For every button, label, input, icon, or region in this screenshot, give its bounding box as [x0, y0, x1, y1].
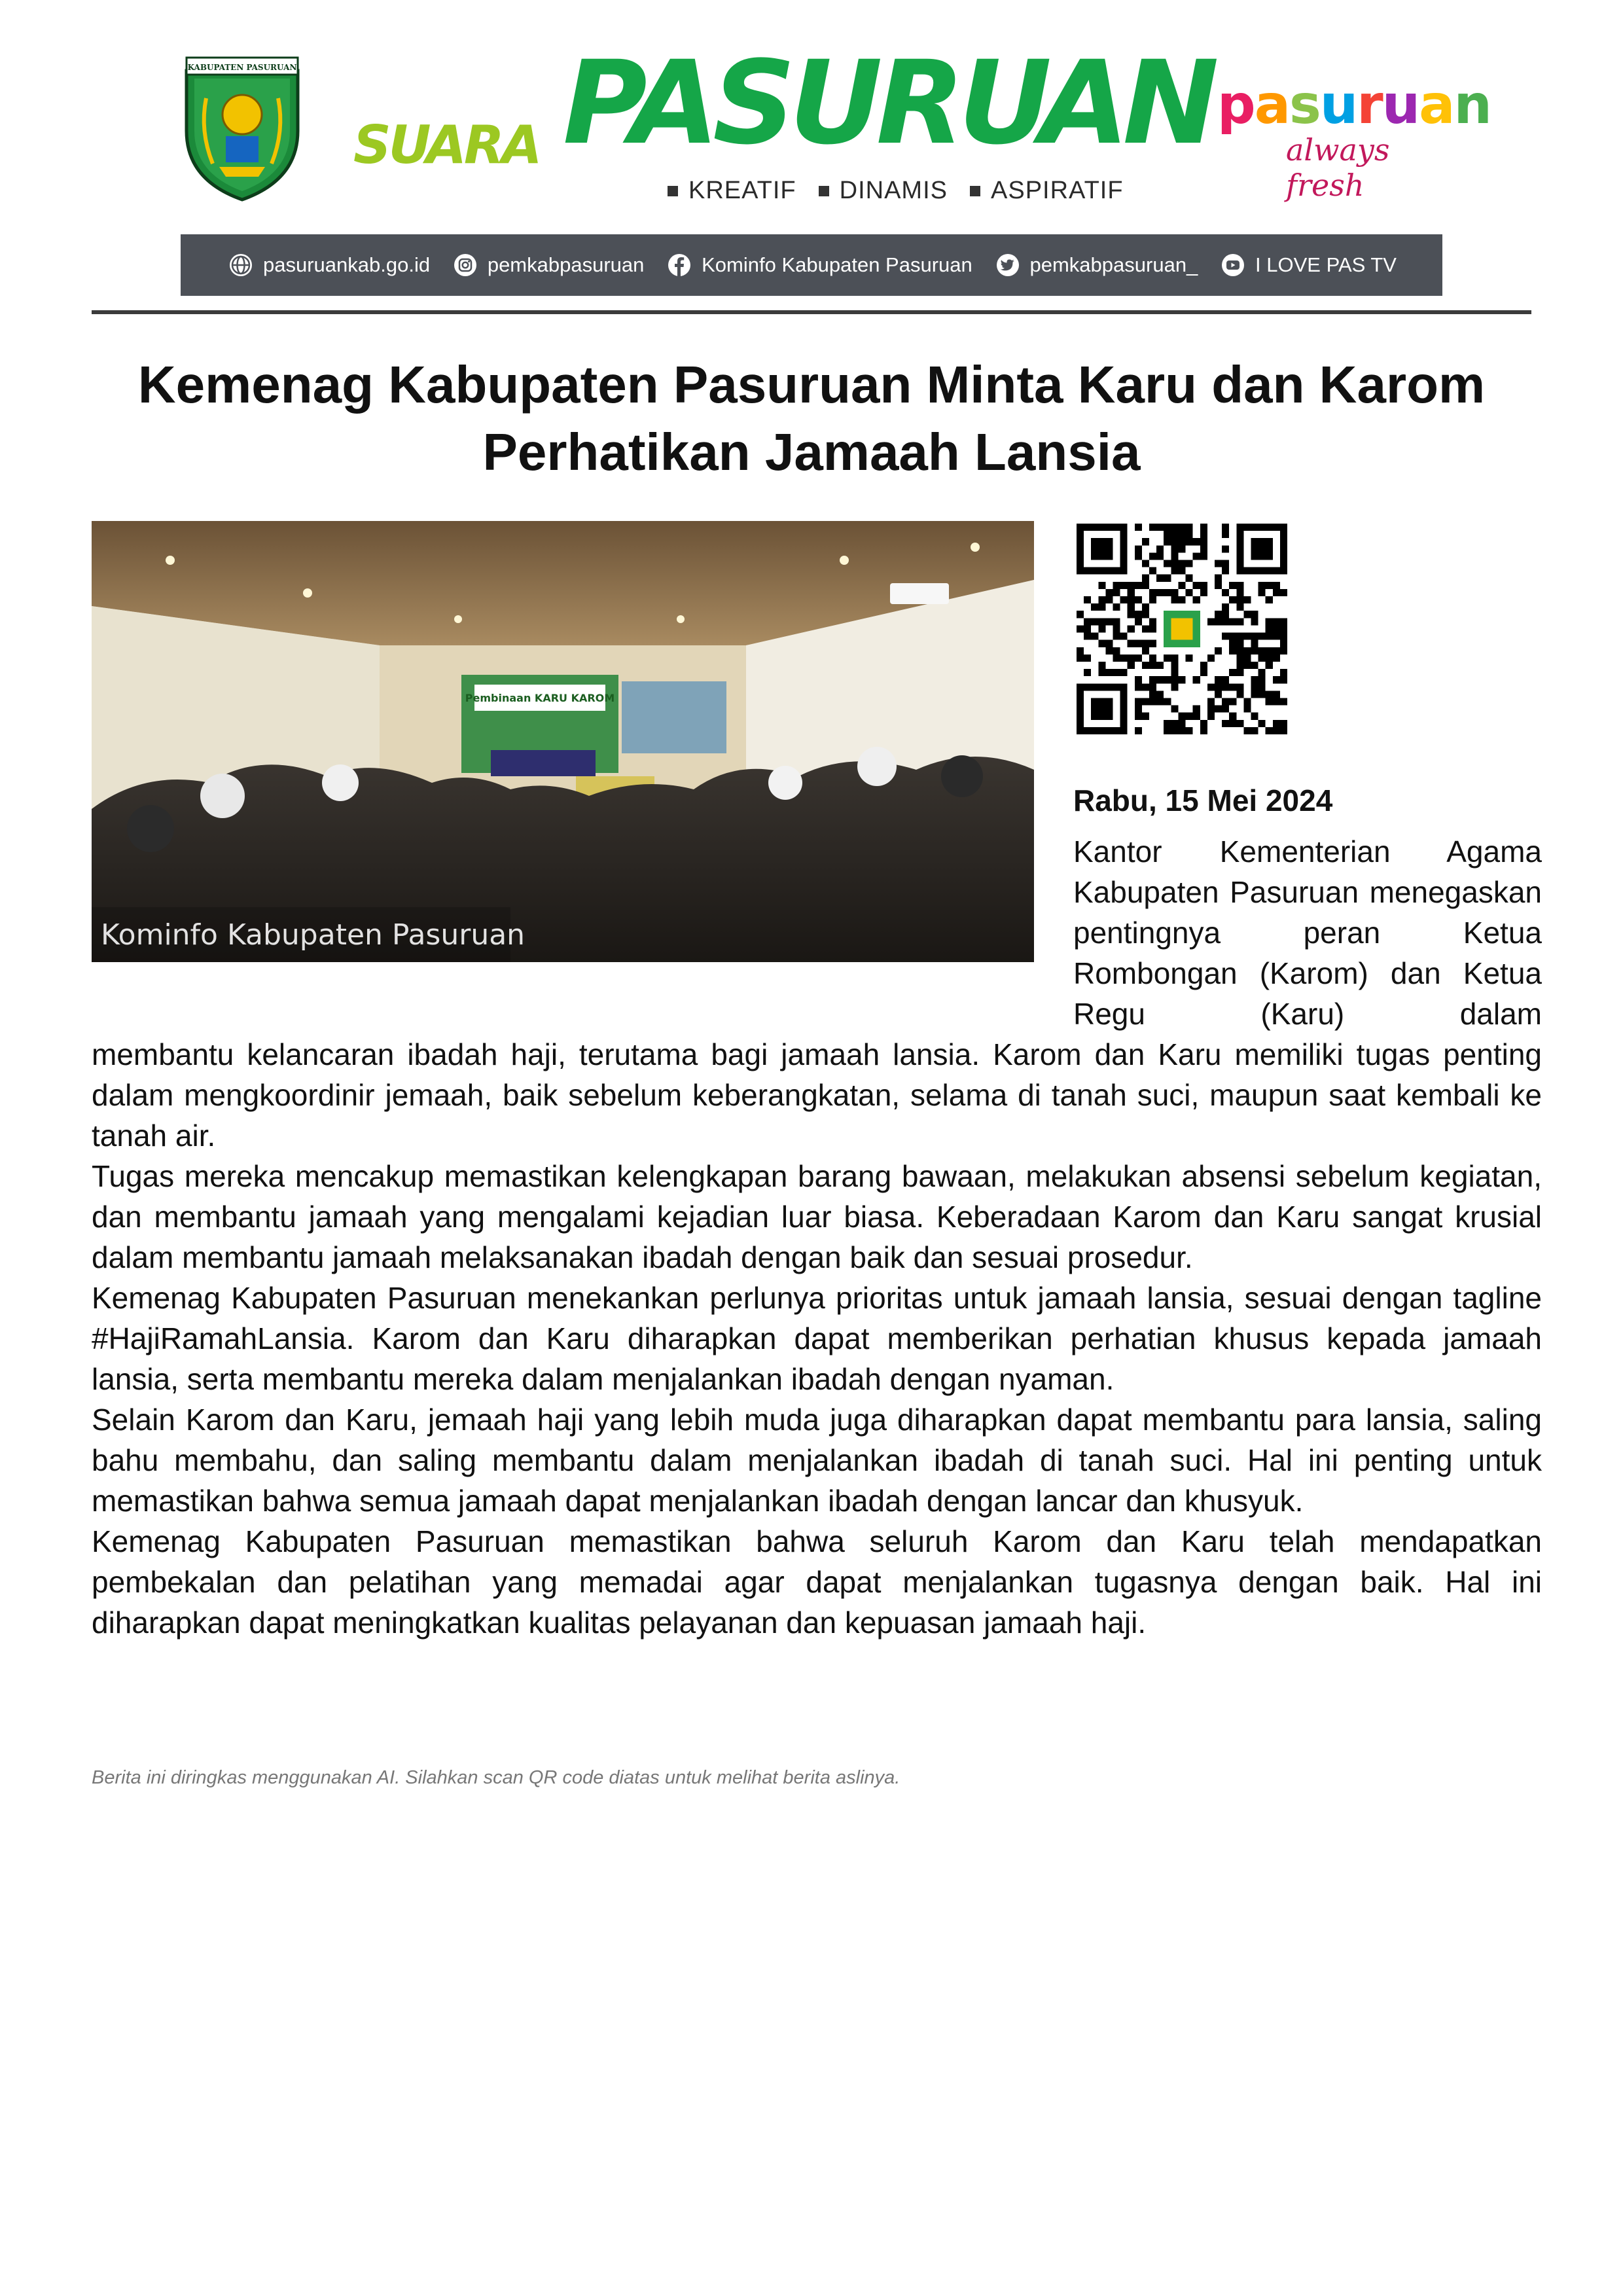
suara-pasuruan-logo	[347, 36, 1213, 209]
qr-code[interactable]	[1077, 524, 1287, 734]
facebook-icon	[666, 252, 692, 278]
tagline-item: DINAMIS	[819, 177, 948, 205]
crest-label: KABUPATEN PASURUAN	[187, 63, 297, 72]
regency-crest-logo	[180, 52, 304, 203]
social-label: Kominfo Kabupaten Pasuruan	[702, 253, 972, 276]
header-divider	[92, 310, 1531, 314]
social-label: pasuruankab.go.id	[263, 253, 431, 276]
promo-subtitle: always fresh	[1286, 132, 1390, 203]
youtube-icon	[1220, 252, 1246, 278]
tagline-item: ASPIRATIF	[970, 177, 1124, 205]
title-line-1: Kemenag Kabupaten Pasuruan Minta Karu dan Karom	[137, 355, 1486, 414]
ai-summary-note: Berita ini diringkas menggunakan AI. Silahkan scan QR code diatas untuk melihat berita aslinya.	[92, 1767, 901, 1788]
social-label: pemkabpasuruan	[487, 253, 645, 276]
social-link-twitter[interactable]	[995, 252, 1198, 278]
social-link-website[interactable]	[228, 252, 430, 278]
article-paragraph: Selain Karom dan Karu, jemaah haji yang lebih muda juga diharapkan dapat membantu para lansia, saling bahu membahu, dan saling membantu dalam menjalankan ibadah di tanah suci. Hal ini penting untuk memastikan bahwa semua jamaah dapat menjalankan ibadah dengan lancar dan khusyuk.	[92, 1403, 1542, 1518]
article-title	[92, 351, 1531, 486]
tagline-item: KREATIF	[668, 177, 796, 205]
article-lead: Kantor Kementerian Agama Kabupaten Pasuruan menegaskan pentingnya peran Ketua Rombongan (Karom) dan Ketua Regu (Karu) dalam	[1073, 834, 1542, 1031]
article-paragraph: Kemenag Kabupaten Pasuruan memastikan bahwa seluruh Karom dan Karu telah mendapatkan pembekalan dan pelatihan yang memadai agar dapat menjalankan tugasnya dengan baik. Hal ini diharapkan dapat meningkatkan kualitas pelayanan dan kepuasan jamaah haji.	[92, 1524, 1542, 1640]
photo-caption: Kominfo Kabupaten Pasuruan	[101, 918, 526, 952]
globe-icon	[228, 252, 254, 278]
article-photo	[92, 521, 1034, 962]
pasuruan-always-fresh-logo	[1217, 74, 1491, 203]
article-body	[92, 1034, 1542, 1643]
social-link-instagram[interactable]	[452, 252, 645, 278]
social-link-youtube[interactable]	[1220, 252, 1397, 278]
social-label: I LOVE PAS TV	[1255, 253, 1397, 276]
title-line-2: Perhatikan Jamaah Lansia	[482, 423, 1141, 481]
instagram-icon	[452, 252, 478, 278]
social-links-bar	[181, 234, 1442, 296]
promo-word: pasuruan	[1217, 74, 1491, 136]
twitter-icon	[995, 252, 1021, 278]
photo-banner: Pembinaan KARU KAROM	[465, 692, 615, 704]
article-paragraph: Kemenag Kabupaten Pasuruan menekankan perlunya prioritas untuk jamaah lansia, sesuai dengan tagline #HajiRamahLansia. Karom dan Karu diharapkan dapat memberikan perhatian khusus kepada jamaah lansia, serta membantu mereka dalam menjalankan ibadah dengan nyaman.	[92, 1281, 1542, 1396]
article-date: Rabu, 15 Mei 2024	[1073, 783, 1333, 817]
article-paragraph: membantu kelancaran ibadah haji, terutama bagi jamaah lansia. Karom dan Karu memiliki tugas penting dalam mengkoordinir jemaah, baik sebelum keberangkatan, selama di tanah suci, maupun saat kembali ke tanah air.	[92, 1037, 1542, 1153]
social-link-facebook[interactable]	[666, 252, 972, 278]
brand-name: PASURUAN	[563, 36, 1213, 170]
brand-taglines	[668, 177, 1124, 205]
article-paragraph: Tugas mereka mencakup memastikan kelengkapan barang bawaan, melakukan absensi sebelum kegiatan, dan membantu jamaah yang mengalami kejadian luar biasa. Keberadaan Karom dan Karu sangat krusial dalam membantu jamaah melaksanakan ibadah dengan baik dan sesuai prosedur.	[92, 1159, 1542, 1274]
brand-prefix: SUARA	[353, 115, 540, 175]
social-label: pemkabpasuruan_	[1029, 253, 1198, 276]
